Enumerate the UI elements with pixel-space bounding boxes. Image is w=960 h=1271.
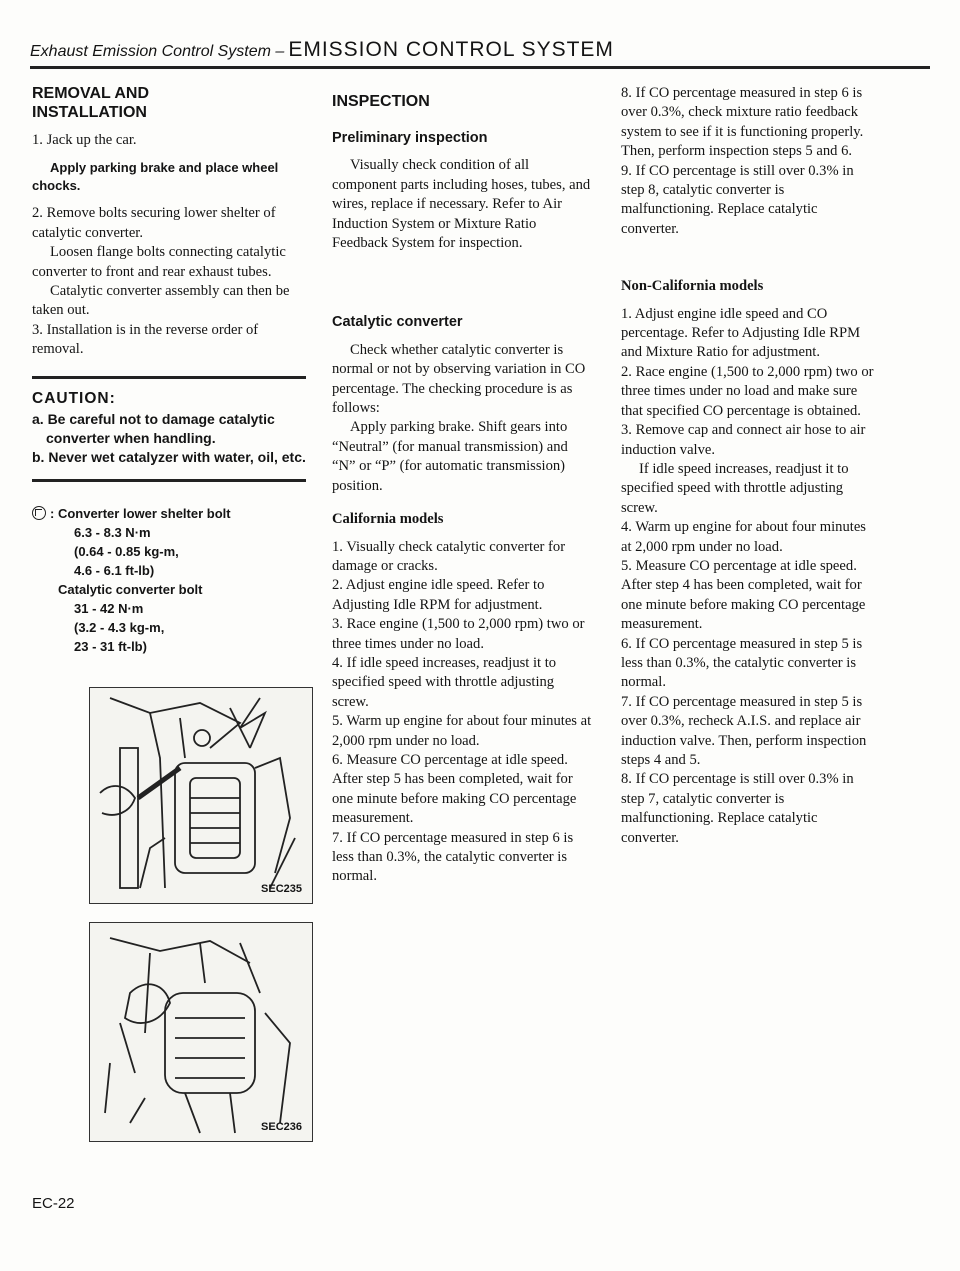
non-california-step: 5. Measure CO percentage at idle speed. After step 4 has been completed, wait for one minute before making CO percentage measurement.: [621, 557, 866, 633]
non-california-step: 8. If CO percentage is still over 0.3% in step 7, catalytic converter is malfunctioning. Replace catalytic converter.: [621, 771, 854, 846]
non-california-step: 7. If CO percentage measured in step 5 is over 0.3%, recheck A.I.S. and replace air induction valve. Then, perform inspection steps 4 and 5.: [621, 693, 867, 768]
caution-item: b. Never wet catalyzer with water, oil, etc.: [32, 449, 306, 466]
removal-heading: REMOVAL AND INSTALLATION: [32, 85, 150, 121]
removal-note: Apply parking brake and place wheel chocks.: [32, 160, 279, 194]
torque-value: (3.2 - 4.3 kg-m,: [74, 620, 165, 636]
torque-label-1: : Converter lower shelter bolt: [50, 506, 231, 522]
california-step: 1. Visually check catalytic converter for damage or cracks.: [332, 538, 566, 574]
torque-label-2: Catalytic converter bolt: [58, 582, 203, 598]
removal-step-3: 3. Installation is in the reverse order of removal.: [32, 321, 259, 358]
figure-sec235: [89, 687, 313, 904]
figure-label: SEC235: [261, 883, 302, 895]
removal-step-2: 2. Remove bolts securing lower shelter of catalytic converter.: [32, 205, 276, 241]
preliminary-text: Visually check condition of all component parts including hoses, tubes, and wires, replace if necessary. Refer to Air Induction System or Mixture Ratio Feedback System for inspection.: [332, 157, 591, 252]
non-california-step: 3. Remove cap and connect air hose to air induction valve.: [621, 422, 866, 458]
column-continued: [621, 84, 875, 848]
torque-value: 4.6 - 6.1 ft-lb): [74, 563, 155, 579]
non-california-step: 6. If CO percentage measured in step 5 is less than 0.3%, the catalytic converter is normal.: [621, 635, 863, 691]
california-step: 9. If CO percentage is still over 0.3% in step 8, catalytic converter is malfunctioning. Replace catalytic converter.: [621, 162, 854, 237]
non-california-heading: Non-California models: [621, 278, 764, 295]
page-title: EMISSION CONTROL SYSTEM: [288, 38, 614, 61]
california-step: 3. Race engine (1,500 to 2,000 rpm) two or three times under no load.: [332, 616, 585, 652]
page-number: EC-22: [32, 1195, 75, 1212]
inspection-heading: INSPECTION: [332, 93, 430, 110]
caution-box: [32, 376, 306, 482]
torque-value: 23 - 31 ft-lb): [74, 639, 147, 655]
page-header: [30, 38, 930, 62]
catalytic-heading: Catalytic converter: [332, 314, 463, 331]
catalytic-text-2: Apply parking brake. Shift gears into “Neutral” (for manual transmission) and “N” or “P” (for automatic transmission) position.: [332, 419, 568, 494]
figure-label: SEC236: [261, 1121, 302, 1133]
figure-sec236: [89, 922, 313, 1142]
catalytic-converter-removal-illustration: [90, 923, 312, 1141]
catalytic-converter-illustration: [90, 688, 312, 903]
torque-wrench-icon: [32, 506, 46, 520]
torque-value: 6.3 - 8.3 N·m: [74, 525, 151, 541]
column-removal: [32, 84, 306, 656]
catalytic-text: Check whether catalytic converter is normal or not by observing variation in CO percentage. The checking procedure is as follows:: [332, 341, 586, 417]
california-step: 2. Adjust engine idle speed. Refer to Adjusting Idle RPM for adjustment.: [332, 577, 545, 613]
caution-item: a. Be careful not to damage catalytic converter when handling.: [32, 411, 275, 447]
torque-value: (0.64 - 0.85 kg-m,: [74, 544, 179, 560]
california-step: 7. If CO percentage measured in step 6 is less than 0.3%, the catalytic converter is normal.: [332, 829, 574, 885]
removal-step-1: 1. Jack up the car.: [32, 132, 137, 148]
removal-step-2a: Loosen flange bolts connecting catalytic converter to front and rear exhaust tubes.: [32, 244, 286, 280]
california-heading: California models: [332, 511, 444, 528]
caution-title: CAUTION:: [32, 389, 116, 407]
non-california-step: 2. Race engine (1,500 to 2,000 rpm) two or three times under no load and make sure that specified CO percentage is obtained.: [621, 363, 874, 419]
non-california-step-3a: If idle speed increases, readjust it to specified speed with throttle adjusting screw.: [621, 460, 849, 516]
column-inspection: [332, 84, 594, 887]
non-california-step: 4. Warm up engine for about four minutes at 2,000 rpm under no load.: [621, 519, 866, 555]
torque-value: 31 - 42 N·m: [74, 601, 144, 617]
california-step: 5. Warm up engine for about four minutes at 2,000 rpm under no load.: [332, 713, 592, 749]
torque-spec: [32, 504, 306, 656]
california-step: 4. If idle speed increases, readjust it to specified speed with throttle adjusting screw.: [332, 654, 557, 710]
california-step: 8. If CO percentage measured in step 6 is over 0.3%, check mixture ratio feedback system to see if it is functioning properly. Then, perform inspection steps 5 and 6.: [621, 85, 864, 160]
preliminary-heading: Preliminary inspection: [332, 130, 488, 146]
removal-step-2b: Catalytic converter assembly can then be taken out.: [32, 283, 290, 319]
header-rule: [30, 66, 930, 69]
section-name: Exhaust Emission Control System –: [30, 43, 285, 60]
non-california-step: 1. Adjust engine idle speed and CO percentage. Refer to Adjusting Idle RPM and Mixture Ratio for adjustment.: [621, 305, 861, 361]
california-step: 6. Measure CO percentage at idle speed. After step 5 has been completed, wait for one minute before making CO percentage measurement.: [332, 751, 577, 827]
